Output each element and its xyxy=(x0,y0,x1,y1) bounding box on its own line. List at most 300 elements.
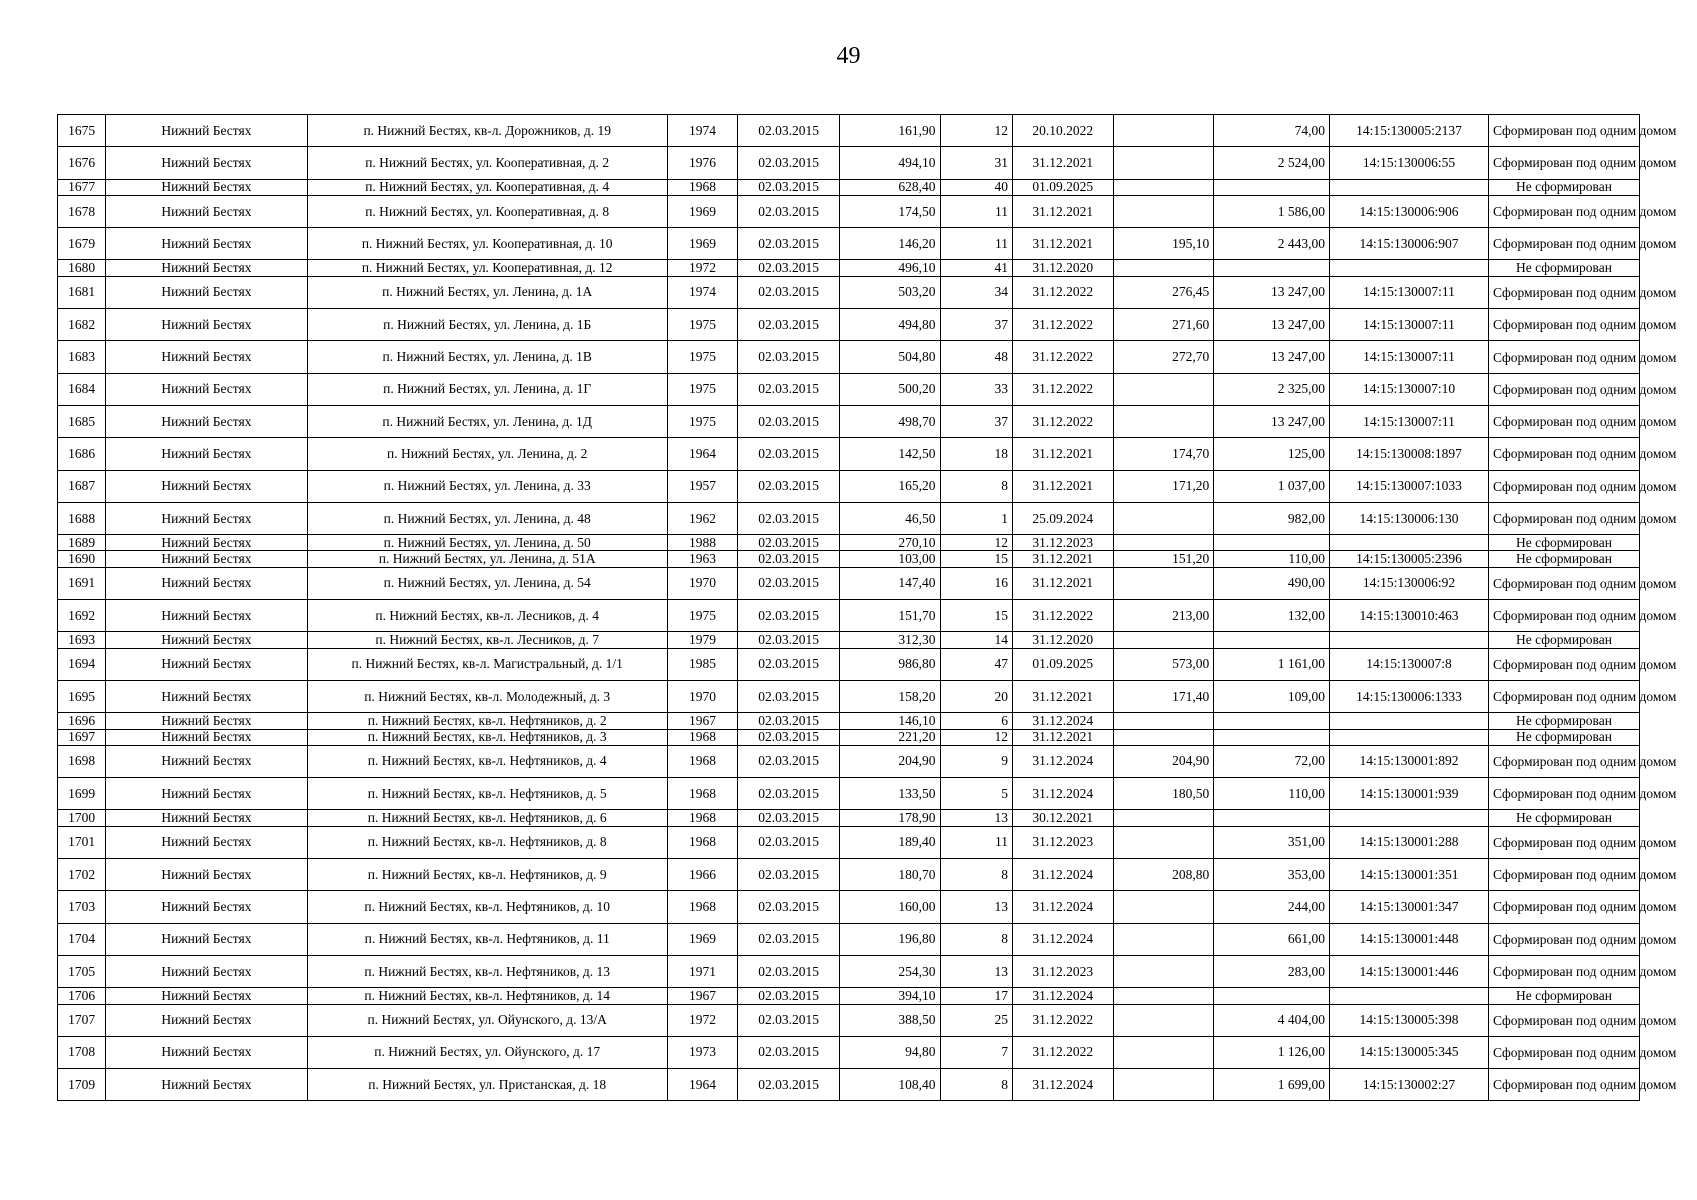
cell-status-text: Сформирован под одним домом xyxy=(1488,405,1639,437)
cell-cadastral-number: 14:15:130006:906 xyxy=(1329,195,1488,227)
cell-settlement: Нижний Бестях xyxy=(106,778,307,810)
cell-build-year: 1975 xyxy=(667,373,737,405)
cell-row-number: 1702 xyxy=(58,859,106,891)
cell-extra-area: 204,90 xyxy=(1113,745,1214,777)
cell-status-text: Сформирован под одним домом xyxy=(1488,826,1639,858)
cell-extra-area xyxy=(1113,1069,1214,1101)
cell-build-year: 1967 xyxy=(667,988,737,1004)
cell-address: п. Нижний Бестях, кв-л. Нефтяников, д. 14 xyxy=(307,988,667,1004)
cell-land-area: 109,00 xyxy=(1214,680,1330,712)
cell-extra-area xyxy=(1113,923,1214,955)
cell-land-area xyxy=(1214,713,1330,729)
cell-cadastral-number: 14:15:130001:892 xyxy=(1329,745,1488,777)
cell-extra-area xyxy=(1113,373,1214,405)
cell-registry-date: 02.03.2015 xyxy=(738,535,840,551)
cell-area: 504,80 xyxy=(839,341,940,373)
cell-build-year: 1970 xyxy=(667,680,737,712)
cell-deadline-date: 31.12.2021 xyxy=(1012,567,1113,599)
cell-row-number: 1685 xyxy=(58,405,106,437)
cell-address: п. Нижний Бестях, кв-л. Лесников, д. 4 xyxy=(307,600,667,632)
cell-build-year: 1976 xyxy=(667,147,737,179)
cell-registry-date: 02.03.2015 xyxy=(738,680,840,712)
cell-residents: 40 xyxy=(940,179,1012,195)
cell-build-year: 1975 xyxy=(667,405,737,437)
cell-address: п. Нижний Бестях, ул. Ойунского, д. 17 xyxy=(307,1036,667,1068)
cell-area: 204,90 xyxy=(839,745,940,777)
cell-land-area: 125,00 xyxy=(1214,438,1330,470)
cell-deadline-date: 31.12.2024 xyxy=(1012,713,1113,729)
cell-residents: 13 xyxy=(940,891,1012,923)
cell-land-area xyxy=(1214,632,1330,648)
cell-settlement: Нижний Бестях xyxy=(106,680,307,712)
cell-registry-date: 02.03.2015 xyxy=(738,228,840,260)
cell-settlement: Нижний Бестях xyxy=(106,713,307,729)
table-row xyxy=(58,955,1640,987)
cell-build-year: 1974 xyxy=(667,115,737,147)
cell-cadastral-number: 14:15:130010:463 xyxy=(1329,600,1488,632)
cell-extra-area: 151,20 xyxy=(1113,551,1214,567)
cell-address: п. Нижний Бестях, ул. Ойунского, д. 13/А xyxy=(307,1004,667,1036)
table-row xyxy=(58,1004,1640,1036)
cell-area: 494,80 xyxy=(839,309,940,341)
cell-row-number: 1691 xyxy=(58,567,106,599)
cell-address: п. Нижний Бестях, ул. Ленина, д. 1Б xyxy=(307,309,667,341)
cell-residents: 18 xyxy=(940,438,1012,470)
cell-row-number: 1707 xyxy=(58,1004,106,1036)
table-row xyxy=(58,1069,1640,1101)
cell-address: п. Нижний Бестях, ул. Ленина, д. 2 xyxy=(307,438,667,470)
cell-row-number: 1693 xyxy=(58,632,106,648)
cell-residents: 37 xyxy=(940,405,1012,437)
cell-build-year: 1975 xyxy=(667,309,737,341)
cell-extra-area: 272,70 xyxy=(1113,341,1214,373)
cell-area: 161,90 xyxy=(839,115,940,147)
cell-land-area: 1 699,00 xyxy=(1214,1069,1330,1101)
cell-land-area: 2 524,00 xyxy=(1214,147,1330,179)
cell-registry-date: 02.03.2015 xyxy=(738,648,840,680)
cell-row-number: 1703 xyxy=(58,891,106,923)
cell-row-number: 1692 xyxy=(58,600,106,632)
cell-status-text: Не сформирован xyxy=(1488,535,1639,551)
cell-land-area: 13 247,00 xyxy=(1214,309,1330,341)
cell-extra-area xyxy=(1113,891,1214,923)
cell-status-text: Не сформирован xyxy=(1488,179,1639,195)
cell-area: 165,20 xyxy=(839,470,940,502)
cell-registry-date: 02.03.2015 xyxy=(738,778,840,810)
cell-cadastral-number: 14:15:130005:2137 xyxy=(1329,115,1488,147)
cell-settlement: Нижний Бестях xyxy=(106,600,307,632)
cell-residents: 8 xyxy=(940,1069,1012,1101)
table-row xyxy=(58,260,1640,276)
cell-extra-area xyxy=(1113,179,1214,195)
table-row xyxy=(58,600,1640,632)
cell-cadastral-number: 14:15:130001:351 xyxy=(1329,859,1488,891)
cell-build-year: 1964 xyxy=(667,438,737,470)
cell-cadastral-number: 14:15:130006:907 xyxy=(1329,228,1488,260)
cell-status-text: Сформирован под одним домом xyxy=(1488,567,1639,599)
cell-address: п. Нижний Бестях, ул. Ленина, д. 1А xyxy=(307,276,667,308)
cell-extra-area xyxy=(1113,195,1214,227)
cell-area: 146,10 xyxy=(839,713,940,729)
cell-land-area: 72,00 xyxy=(1214,745,1330,777)
cell-deadline-date: 31.12.2021 xyxy=(1012,147,1113,179)
cell-settlement: Нижний Бестях xyxy=(106,648,307,680)
cell-registry-date: 02.03.2015 xyxy=(738,115,840,147)
cell-deadline-date: 31.12.2021 xyxy=(1012,228,1113,260)
cell-build-year: 1979 xyxy=(667,632,737,648)
cell-status-text: Сформирован под одним домом xyxy=(1488,680,1639,712)
cell-land-area: 283,00 xyxy=(1214,955,1330,987)
cell-registry-date: 02.03.2015 xyxy=(738,632,840,648)
cell-registry-date: 02.03.2015 xyxy=(738,1069,840,1101)
cell-status-text: Сформирован под одним домом xyxy=(1488,778,1639,810)
cell-residents: 12 xyxy=(940,729,1012,745)
cell-extra-area xyxy=(1113,1036,1214,1068)
cell-extra-area xyxy=(1113,535,1214,551)
cell-land-area: 490,00 xyxy=(1214,567,1330,599)
cell-area: 158,20 xyxy=(839,680,940,712)
cell-settlement: Нижний Бестях xyxy=(106,535,307,551)
cell-registry-date: 02.03.2015 xyxy=(738,373,840,405)
cell-row-number: 1696 xyxy=(58,713,106,729)
cell-deadline-date: 31.12.2022 xyxy=(1012,1004,1113,1036)
cell-land-area: 1 161,00 xyxy=(1214,648,1330,680)
table-row xyxy=(58,502,1640,534)
cell-residents: 9 xyxy=(940,745,1012,777)
cell-residents: 7 xyxy=(940,1036,1012,1068)
cell-address: п. Нижний Бестях, кв-л. Нефтяников, д. 11 xyxy=(307,923,667,955)
cell-address: п. Нижний Бестях, кв-л. Нефтяников, д. 10 xyxy=(307,891,667,923)
cell-area: 503,20 xyxy=(839,276,940,308)
cell-deadline-date: 31.12.2022 xyxy=(1012,1036,1113,1068)
cell-status-text: Сформирован под одним домом xyxy=(1488,276,1639,308)
cell-extra-area xyxy=(1113,405,1214,437)
cell-status-text: Сформирован под одним домом xyxy=(1488,859,1639,891)
cell-registry-date: 02.03.2015 xyxy=(738,713,840,729)
cell-land-area: 13 247,00 xyxy=(1214,341,1330,373)
cell-area: 189,40 xyxy=(839,826,940,858)
cell-address: п. Нижний Бестях, ул. Ленина, д. 1Г xyxy=(307,373,667,405)
table-row xyxy=(58,891,1640,923)
cell-deadline-date: 31.12.2021 xyxy=(1012,551,1113,567)
table-row xyxy=(58,810,1640,826)
cell-area: 146,20 xyxy=(839,228,940,260)
cell-area: 388,50 xyxy=(839,1004,940,1036)
cell-row-number: 1689 xyxy=(58,535,106,551)
cell-land-area: 132,00 xyxy=(1214,600,1330,632)
cell-build-year: 1957 xyxy=(667,470,737,502)
cell-cadastral-number xyxy=(1329,713,1488,729)
cell-registry-date: 02.03.2015 xyxy=(738,826,840,858)
cell-status-text: Сформирован под одним домом xyxy=(1488,115,1639,147)
table-body xyxy=(58,115,1677,1101)
cell-deadline-date: 31.12.2021 xyxy=(1012,438,1113,470)
table-row xyxy=(58,923,1640,955)
cell-deadline-date: 31.12.2022 xyxy=(1012,276,1113,308)
cell-registry-date: 02.03.2015 xyxy=(738,1036,840,1068)
cell-cadastral-number: 14:15:130007:11 xyxy=(1329,276,1488,308)
cell-cadastral-number xyxy=(1329,179,1488,195)
cell-settlement: Нижний Бестях xyxy=(106,195,307,227)
cell-area: 196,80 xyxy=(839,923,940,955)
cell-registry-date: 02.03.2015 xyxy=(738,1004,840,1036)
table-row xyxy=(58,535,1640,551)
cell-residents: 47 xyxy=(940,648,1012,680)
cell-deadline-date: 31.12.2024 xyxy=(1012,891,1113,923)
table-row xyxy=(58,147,1640,179)
cell-residents: 17 xyxy=(940,988,1012,1004)
cell-extra-area: 171,20 xyxy=(1113,470,1214,502)
cell-address: п. Нижний Бестях, ул. Кооперативная, д. 2 xyxy=(307,147,667,179)
cell-settlement: Нижний Бестях xyxy=(106,955,307,987)
cell-address: п. Нижний Бестях, ул. Ленина, д. 1Д xyxy=(307,405,667,437)
cell-settlement: Нижний Бестях xyxy=(106,228,307,260)
cell-cadastral-number: 14:15:130005:398 xyxy=(1329,1004,1488,1036)
cell-area: 160,00 xyxy=(839,891,940,923)
cell-registry-date: 02.03.2015 xyxy=(738,955,840,987)
cell-settlement: Нижний Бестях xyxy=(106,502,307,534)
cell-status-text: Не сформирован xyxy=(1488,551,1639,567)
cell-settlement: Нижний Бестях xyxy=(106,745,307,777)
cell-area: 394,10 xyxy=(839,988,940,1004)
cell-cadastral-number: 14:15:130001:939 xyxy=(1329,778,1488,810)
cell-deadline-date: 31.12.2021 xyxy=(1012,729,1113,745)
cell-build-year: 1975 xyxy=(667,600,737,632)
cell-extra-area xyxy=(1113,713,1214,729)
cell-registry-date: 02.03.2015 xyxy=(738,600,840,632)
cell-extra-area xyxy=(1113,955,1214,987)
cell-build-year: 1963 xyxy=(667,551,737,567)
cell-build-year: 1974 xyxy=(667,276,737,308)
cell-extra-area xyxy=(1113,147,1214,179)
cell-area: 108,40 xyxy=(839,1069,940,1101)
cell-area: 312,30 xyxy=(839,632,940,648)
cell-settlement: Нижний Бестях xyxy=(106,729,307,745)
cell-residents: 15 xyxy=(940,600,1012,632)
cell-status-text: Сформирован под одним домом xyxy=(1488,600,1639,632)
cell-land-area: 4 404,00 xyxy=(1214,1004,1330,1036)
cell-cadastral-number: 14:15:130007:1033 xyxy=(1329,470,1488,502)
cell-registry-date: 02.03.2015 xyxy=(738,745,840,777)
cell-deadline-date: 31.12.2024 xyxy=(1012,778,1113,810)
cell-status-text: Сформирован под одним домом xyxy=(1488,745,1639,777)
cell-residents: 31 xyxy=(940,147,1012,179)
table-row xyxy=(58,179,1640,195)
cell-cadastral-number xyxy=(1329,810,1488,826)
cell-settlement: Нижний Бестях xyxy=(106,470,307,502)
cell-registry-date: 02.03.2015 xyxy=(738,195,840,227)
cell-area: 151,70 xyxy=(839,600,940,632)
cell-row-number: 1698 xyxy=(58,745,106,777)
cell-status-text: Сформирован под одним домом xyxy=(1488,955,1639,987)
cell-land-area: 74,00 xyxy=(1214,115,1330,147)
cell-area: 46,50 xyxy=(839,502,940,534)
cell-deadline-date: 31.12.2022 xyxy=(1012,600,1113,632)
cell-registry-date: 02.03.2015 xyxy=(738,341,840,373)
cell-settlement: Нижний Бестях xyxy=(106,891,307,923)
cell-residents: 16 xyxy=(940,567,1012,599)
cell-cadastral-number xyxy=(1329,988,1488,1004)
cell-status-text: Не сформирован xyxy=(1488,260,1639,276)
cell-residents: 8 xyxy=(940,470,1012,502)
cell-land-area: 244,00 xyxy=(1214,891,1330,923)
cell-area: 94,80 xyxy=(839,1036,940,1068)
table-row xyxy=(58,438,1640,470)
cell-extra-area: 208,80 xyxy=(1113,859,1214,891)
cell-land-area: 1 586,00 xyxy=(1214,195,1330,227)
cell-address: п. Нижний Бестях, ул. Кооперативная, д. 8 xyxy=(307,195,667,227)
cell-row-number: 1695 xyxy=(58,680,106,712)
housing-registry-table xyxy=(57,114,1677,1101)
cell-residents: 13 xyxy=(940,955,1012,987)
cell-extra-area xyxy=(1113,567,1214,599)
cell-land-area: 110,00 xyxy=(1214,551,1330,567)
cell-address: п. Нижний Бестях, кв-л. Нефтяников, д. 2 xyxy=(307,713,667,729)
cell-residents: 34 xyxy=(940,276,1012,308)
cell-land-area: 13 247,00 xyxy=(1214,276,1330,308)
cell-row-number: 1680 xyxy=(58,260,106,276)
cell-status-text: Сформирован под одним домом xyxy=(1488,1004,1639,1036)
cell-row-number: 1684 xyxy=(58,373,106,405)
cell-extra-area xyxy=(1113,115,1214,147)
cell-row-number: 1690 xyxy=(58,551,106,567)
cell-area: 494,10 xyxy=(839,147,940,179)
cell-build-year: 1962 xyxy=(667,502,737,534)
cell-deadline-date: 31.12.2024 xyxy=(1012,745,1113,777)
cell-area: 142,50 xyxy=(839,438,940,470)
cell-address: п. Нижний Бестях, ул. Кооперативная, д. 10 xyxy=(307,228,667,260)
table-row xyxy=(58,551,1640,567)
cell-extra-area xyxy=(1113,632,1214,648)
cell-registry-date: 02.03.2015 xyxy=(738,502,840,534)
cell-area: 221,20 xyxy=(839,729,940,745)
cell-land-area: 353,00 xyxy=(1214,859,1330,891)
cell-status-text: Сформирован под одним домом xyxy=(1488,470,1639,502)
cell-build-year: 1968 xyxy=(667,745,737,777)
cell-deadline-date: 31.12.2020 xyxy=(1012,260,1113,276)
cell-status-text: Не сформирован xyxy=(1488,632,1639,648)
cell-cadastral-number: 14:15:130007:10 xyxy=(1329,373,1488,405)
cell-residents: 13 xyxy=(940,810,1012,826)
cell-area: 178,90 xyxy=(839,810,940,826)
cell-address: п. Нижний Бестях, ул. Кооперативная, д. 4 xyxy=(307,179,667,195)
cell-row-number: 1688 xyxy=(58,502,106,534)
cell-settlement: Нижний Бестях xyxy=(106,826,307,858)
cell-land-area: 982,00 xyxy=(1214,502,1330,534)
cell-cadastral-number: 14:15:130007:11 xyxy=(1329,309,1488,341)
cell-build-year: 1972 xyxy=(667,260,737,276)
cell-row-number: 1704 xyxy=(58,923,106,955)
cell-build-year: 1968 xyxy=(667,891,737,923)
cell-cadastral-number xyxy=(1329,535,1488,551)
cell-area: 180,70 xyxy=(839,859,940,891)
cell-deadline-date: 25.09.2024 xyxy=(1012,502,1113,534)
table-row xyxy=(58,195,1640,227)
cell-build-year: 1970 xyxy=(667,567,737,599)
cell-settlement: Нижний Бестях xyxy=(106,115,307,147)
cell-extra-area: 195,10 xyxy=(1113,228,1214,260)
cell-cadastral-number xyxy=(1329,260,1488,276)
cell-extra-area: 573,00 xyxy=(1113,648,1214,680)
cell-settlement: Нижний Бестях xyxy=(106,276,307,308)
table-row xyxy=(58,680,1640,712)
cell-settlement: Нижний Бестях xyxy=(106,1036,307,1068)
cell-deadline-date: 31.12.2024 xyxy=(1012,923,1113,955)
cell-area: 270,10 xyxy=(839,535,940,551)
table-row xyxy=(58,745,1640,777)
cell-build-year: 1968 xyxy=(667,729,737,745)
cell-settlement: Нижний Бестях xyxy=(106,1069,307,1101)
cell-residents: 15 xyxy=(940,551,1012,567)
cell-settlement: Нижний Бестях xyxy=(106,632,307,648)
cell-extra-area xyxy=(1113,826,1214,858)
table-row xyxy=(58,228,1640,260)
cell-land-area: 2 325,00 xyxy=(1214,373,1330,405)
cell-address: п. Нижний Бестях, ул. Ленина, д. 48 xyxy=(307,502,667,534)
cell-registry-date: 02.03.2015 xyxy=(738,810,840,826)
cell-cadastral-number: 14:15:130007:8 xyxy=(1329,648,1488,680)
cell-status-text: Не сформирован xyxy=(1488,729,1639,745)
cell-extra-area: 213,00 xyxy=(1113,600,1214,632)
cell-row-number: 1682 xyxy=(58,309,106,341)
cell-deadline-date: 01.09.2025 xyxy=(1012,648,1113,680)
cell-residents: 11 xyxy=(940,195,1012,227)
cell-residents: 6 xyxy=(940,713,1012,729)
cell-cadastral-number: 14:15:130002:27 xyxy=(1329,1069,1488,1101)
cell-row-number: 1708 xyxy=(58,1036,106,1068)
cell-land-area xyxy=(1214,729,1330,745)
cell-registry-date: 02.03.2015 xyxy=(738,470,840,502)
cell-land-area: 1 126,00 xyxy=(1214,1036,1330,1068)
cell-settlement: Нижний Бестях xyxy=(106,988,307,1004)
table-row xyxy=(58,988,1640,1004)
table-row xyxy=(58,373,1640,405)
cell-address: п. Нижний Бестях, кв-л. Нефтяников, д. 13 xyxy=(307,955,667,987)
cell-build-year: 1975 xyxy=(667,341,737,373)
cell-address: п. Нижний Бестях, ул. Ленина, д. 33 xyxy=(307,470,667,502)
cell-area: 500,20 xyxy=(839,373,940,405)
cell-cadastral-number xyxy=(1329,632,1488,648)
cell-settlement: Нижний Бестях xyxy=(106,179,307,195)
cell-settlement: Нижний Бестях xyxy=(106,405,307,437)
cell-residents: 14 xyxy=(940,632,1012,648)
cell-address: п. Нижний Бестях, ул. Ленина, д. 51А xyxy=(307,551,667,567)
cell-build-year: 1966 xyxy=(667,859,737,891)
cell-deadline-date: 31.12.2021 xyxy=(1012,680,1113,712)
cell-cadastral-number xyxy=(1329,729,1488,745)
cell-registry-date: 02.03.2015 xyxy=(738,147,840,179)
cell-row-number: 1676 xyxy=(58,147,106,179)
cell-cadastral-number: 14:15:130005:345 xyxy=(1329,1036,1488,1068)
cell-extra-area: 180,50 xyxy=(1113,778,1214,810)
cell-build-year: 1968 xyxy=(667,778,737,810)
cell-deadline-date: 31.12.2023 xyxy=(1012,955,1113,987)
cell-residents: 11 xyxy=(940,228,1012,260)
cell-land-area xyxy=(1214,179,1330,195)
cell-build-year: 1968 xyxy=(667,179,737,195)
table-row xyxy=(58,567,1640,599)
table-row xyxy=(58,1036,1640,1068)
cell-residents: 48 xyxy=(940,341,1012,373)
cell-build-year: 1971 xyxy=(667,955,737,987)
table-row xyxy=(58,405,1640,437)
cell-cadastral-number: 14:15:130006:55 xyxy=(1329,147,1488,179)
cell-residents: 11 xyxy=(940,826,1012,858)
table-row xyxy=(58,713,1640,729)
cell-deadline-date: 31.12.2022 xyxy=(1012,309,1113,341)
cell-residents: 25 xyxy=(940,1004,1012,1036)
cell-address: п. Нижний Бестях, кв-л. Лесников, д. 7 xyxy=(307,632,667,648)
